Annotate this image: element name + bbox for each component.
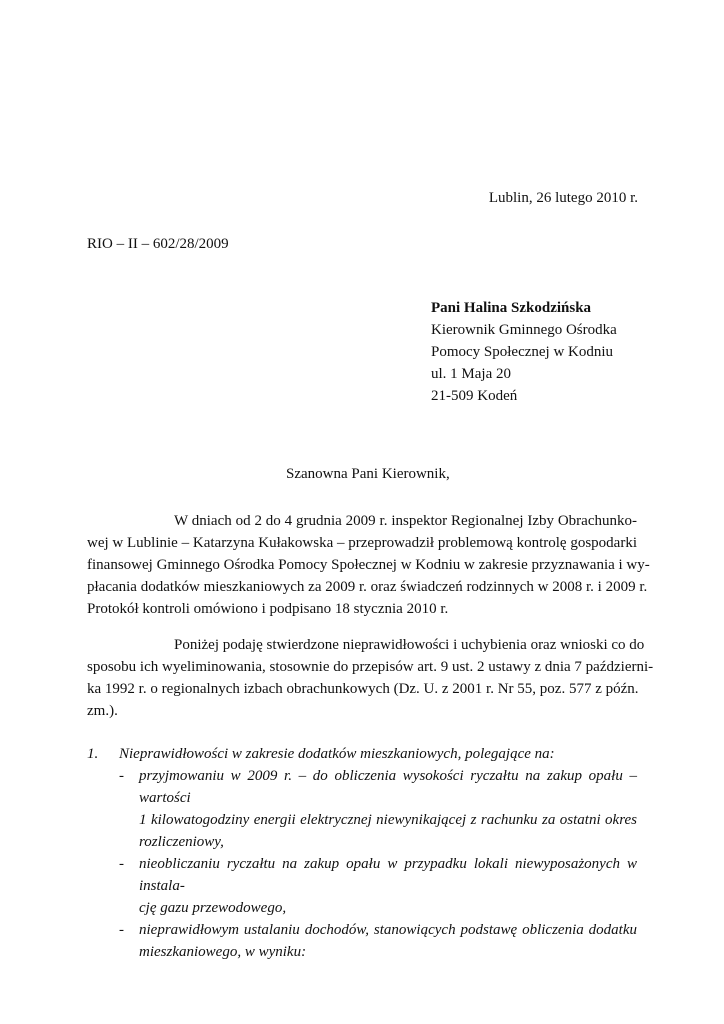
place-date: Lublin, 26 lutego 2010 r. bbox=[488, 190, 638, 206]
list-item-line: nieobliczaniu ryczałtu na zakup opału w przypadku lokali niewyposażonych w instala- bbox=[139, 856, 637, 894]
list-item-line: cję gazu przewodowego, bbox=[139, 900, 287, 916]
addressee-line: Kierownik Gminnego Ośrodka bbox=[431, 322, 617, 338]
paragraph-line: zm.). bbox=[87, 703, 118, 719]
paragraph-findings bbox=[87, 634, 654, 722]
section-number: 1. bbox=[87, 746, 99, 762]
paragraph-line: finansowej Gminnego Ośrodka Pomocy Społecznej w Kodniu w zakresie przyznawania i wy- bbox=[87, 557, 650, 573]
list-dash: - bbox=[119, 922, 124, 938]
list-item-line: przyjmowaniu w 2009 r. – do obliczenia wysokości ryczałtu na zakup opału – wartości bbox=[139, 768, 637, 806]
list-item-line: nieprawidłowym ustalaniu dochodów, stanowiących podstawę obliczenia dodatku bbox=[139, 922, 637, 938]
list-item-line: mieszkaniowego, w wyniku: bbox=[139, 944, 307, 960]
section-1 bbox=[87, 743, 637, 963]
paragraph-line: ka 1992 r. o regionalnych izbach obrachunkowych (Dz. U. z 2001 r. Nr 55, poz. 577 z późn. bbox=[87, 681, 639, 697]
paragraph-line: płacania dodatków mieszkaniowych za 2009 r. oraz świadczeń rodzinnych w 2008 r. i 2009 r. bbox=[87, 579, 648, 595]
list-dash: - bbox=[119, 768, 124, 784]
paragraph-line: Poniżej podaję stwierdzone nieprawidłowości i uchybienia oraz wnioski co do bbox=[174, 637, 645, 653]
paragraph-line: Protokół kontroli omówiono i podpisano 18 stycznia 2010 r. bbox=[87, 601, 449, 617]
list-item-line: rozliczeniowy, bbox=[139, 834, 224, 850]
addressee-line: 21-509 Kodeń bbox=[431, 388, 518, 404]
list-dash: - bbox=[119, 856, 124, 872]
list-item bbox=[87, 919, 637, 963]
paragraph-line: W dniach od 2 do 4 grudnia 2009 r. inspektor Regionalnej Izby Obrachunko- bbox=[174, 513, 637, 529]
addressee-line: ul. 1 Maja 20 bbox=[431, 366, 511, 382]
paragraph-line: wej w Lublinie – Katarzyna Kułakowska – przeprowadził problemową kontrolę gospodarki bbox=[87, 535, 637, 551]
addressee-line: Pomocy Społecznej w Kodniu bbox=[431, 344, 614, 360]
paragraph-line: sposobu ich wyeliminowania, stosownie do przepisów art. 9 ust. 2 ustawy z dnia 7 październi- bbox=[87, 659, 654, 675]
list-item bbox=[87, 853, 637, 919]
reference-number: RIO – II – 602/28/2009 bbox=[87, 236, 229, 252]
section-heading: Nieprawidłowości w zakresie dodatków mieszkaniowych, polegające na: bbox=[119, 746, 555, 762]
addressee-name: Pani Halina Szkodzińska bbox=[431, 300, 592, 316]
list-item-line: 1 kilowatogodziny energii elektrycznej niewynikającej z rachunku za ostatni okres bbox=[139, 812, 637, 828]
list-item bbox=[87, 765, 637, 853]
addressee-block bbox=[431, 297, 617, 407]
paragraph-intro bbox=[87, 510, 650, 620]
salutation: Szanowna Pani Kierownik, bbox=[286, 466, 450, 482]
